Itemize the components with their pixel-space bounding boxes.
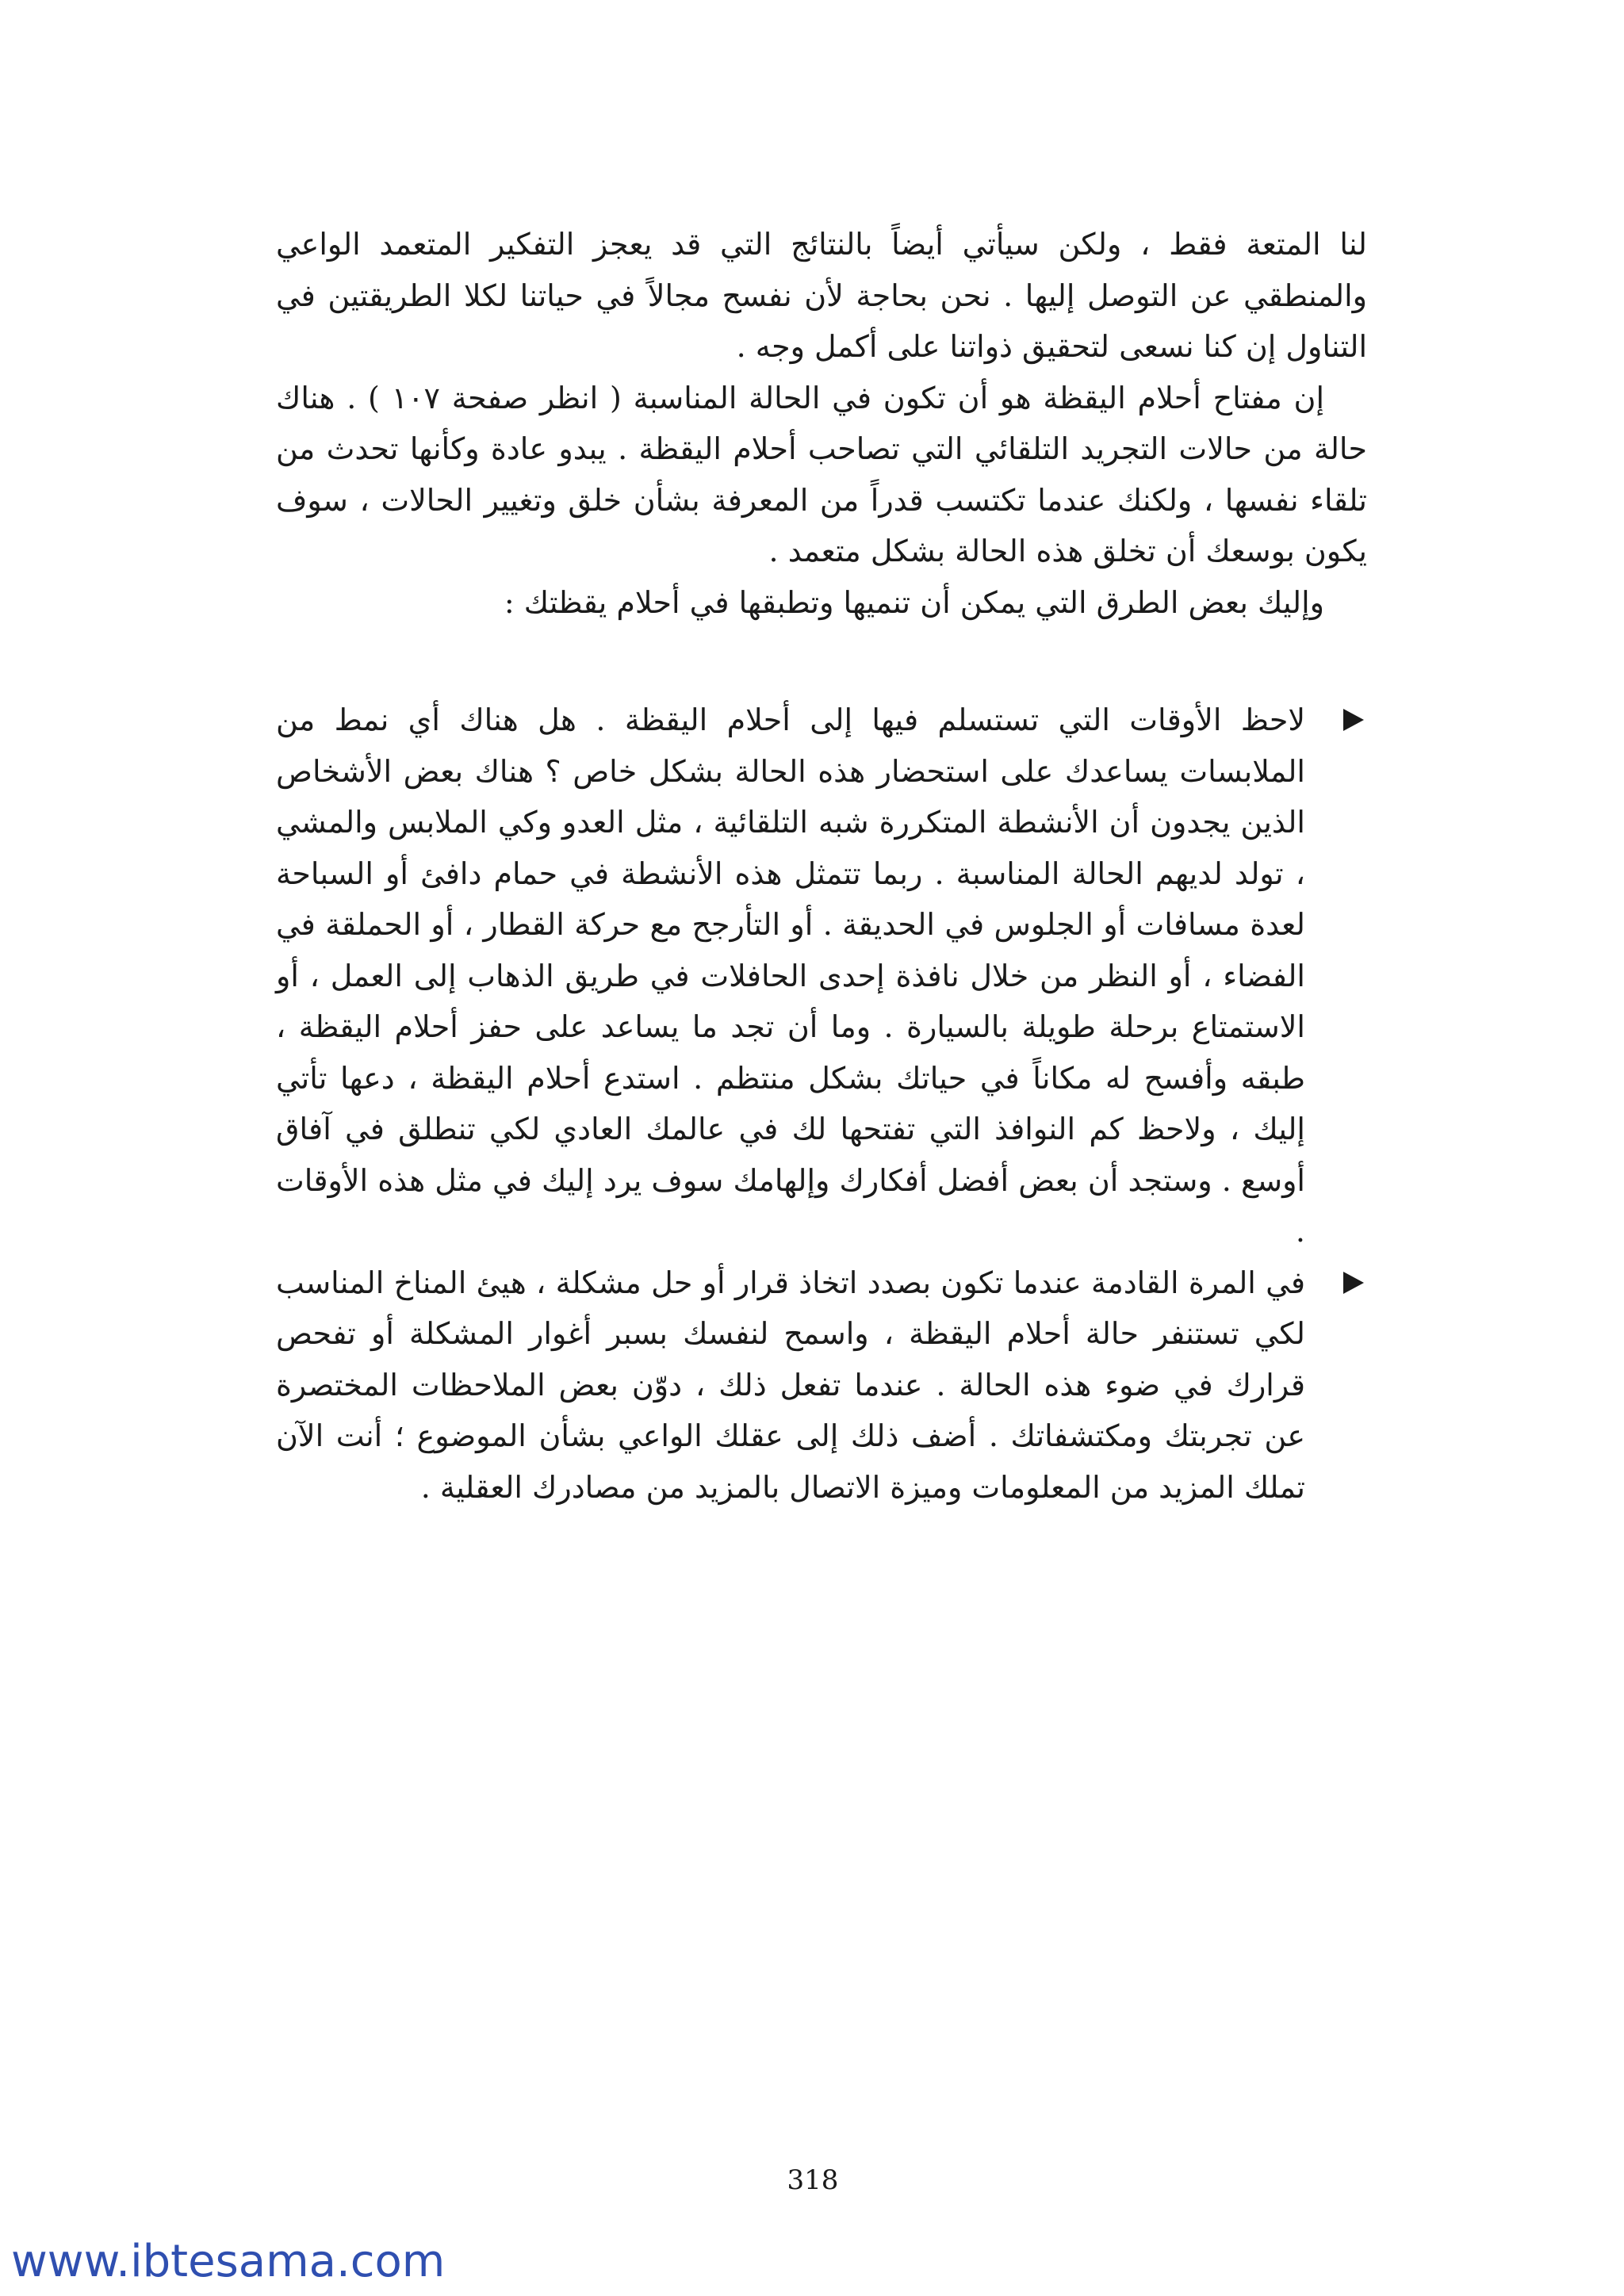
triangle-bullet-icon xyxy=(1343,709,1364,731)
page-body xyxy=(276,219,1367,1513)
triangle-bullet-icon xyxy=(1343,1272,1364,1294)
bullet-item-1 xyxy=(276,695,1367,1257)
bullet-text-1: لاحظ الأوقات التي تستسلم فيها إلى أحلام اليقظة . هل هناك أي نمط من الملابسات يساعدك على استحضار هذه الحالة بشكل خاص ؟ هناك بعض الأشخاص الذين يجدون أن الأنشطة المتكررة شبه التلقائية ، مثل العدو وكي الملابس والمشي ، تولد لديهم الحالة المناسبة . ربما تتمثل هذه الأنشطة في حمام دافئ أو السباحة لعدة مسافات أو الجلوس في الحديقة . أو التأرجح مع حركة القطار ، أو الحملقة في الفضاء ، أو النظر من خلال نافذة إحدى الحافلات في طريق الذهاب إلى العمل ، أو الاستمتاع برحلة طويلة بالسيارة . وما أن تجد ما يساعد على حفز أحلام اليقظة ، طبقه وأفسح له مكاناً في حياتك بشكل منتظم . استدع أحلام اليقظة ، دعها تأتي إليك ، ولاحظ كم النوافذ التي تفتحها لك في عالمك العادي لكي تنطلق في آفاق أوسع . وستجد أن بعض أفضل أفكارك وإلهامك سوف يرد إليك في مثل هذه الأوقات . xyxy=(276,702,1305,1249)
paragraph-2: إن مفتاح أحلام اليقظة هو أن تكون في الحالة المناسبة ( انظر صفحة ١٠٧ ) . هناك حالة من حالات التجريد التلقائي التي تصاحب أحلام اليقظة . يبدو عادة وكأنها تحدث من تلقاء نفسها ، ولكنك عندما تكتسب قدراً من المعرفة بشأن خلق وتغيير الحالات ، سوف يكون بوسعك أن تخلق هذه الحالة بشكل متعمد . xyxy=(276,380,1367,568)
bullet-text-2: في المرة القادمة عندما تكون بصدد اتخاذ قرار أو حل مشكلة ، هيئ المناخ المناسب لكي تستنفر حالة أحلام اليقظة ، واسمح لنفسك بسبر أغوار المشكلة أو تفحص قرارك في ضوء هذه الحالة . عندما تفعل ذلك ، دوّن بعض الملاحظات المختصرة عن تجربتك ومكتشفاتك . أضف ذلك إلى عقلك الواعي بشأن الموضوع ؛ أنت الآن تملك المزيد من المعلومات وميزة الاتصال بالمزيد من مصادرك العقلية . xyxy=(276,1265,1305,1505)
bullet-item-2 xyxy=(276,1257,1367,1513)
page-number: 318 xyxy=(787,2164,839,2196)
paragraph-3: وإليك بعض الطرق التي يمكن أن تنميها وتطبقها في أحلام يقظتك : xyxy=(504,584,1324,620)
watermark-url[interactable]: www.ibtesama.com xyxy=(11,2236,446,2287)
paragraph-1: لنا المتعة فقط ، ولكن سيأتي أيضاً بالنتائج التي قد يعجز التفكير المتعمد الواعي والمنطقي عن التوصل إليها . نحن بحاجة لأن نفسح مجالاً في حياتنا لكلا الطريقتين في التناول إن كنا نسعى لتحقيق ذواتنا على أكمل وجه . xyxy=(276,227,1367,364)
